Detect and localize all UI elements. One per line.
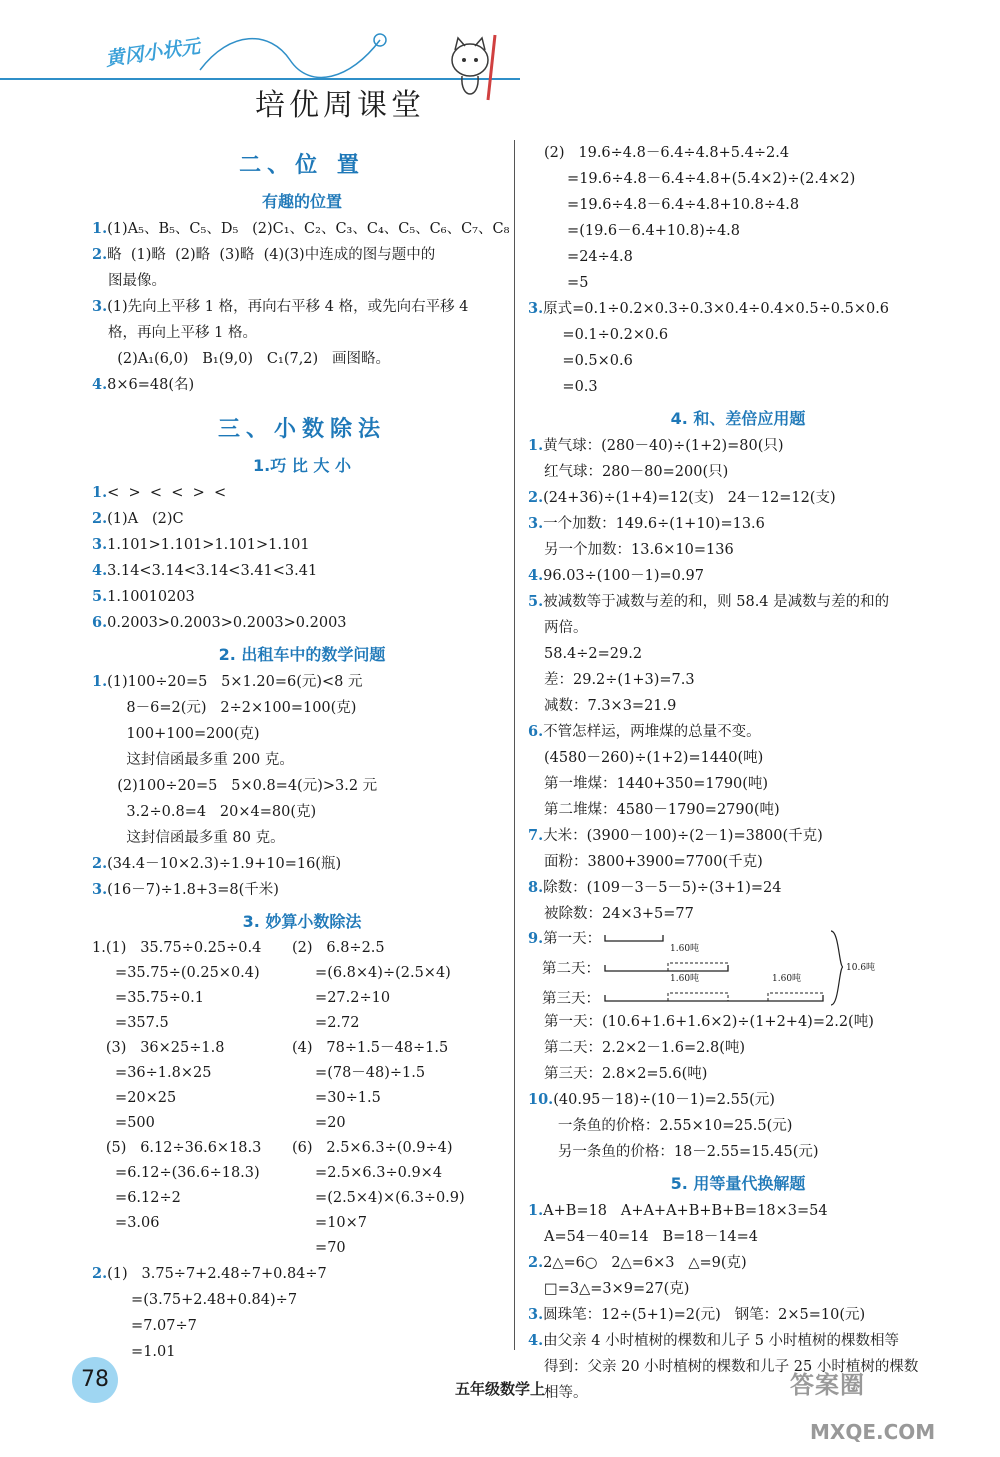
- question-number: 4.: [92, 562, 108, 579]
- answer-line: [528, 563, 948, 589]
- answer-text: 一个加数：149.6÷(1+10)=13.6: [543, 516, 765, 532]
- answer-row-pair: [92, 961, 512, 986]
- answer-cell: [92, 1236, 292, 1261]
- answer-text: =(19.6－6.4+10.8)÷4.8: [544, 223, 740, 239]
- answer-text: 两倍。: [544, 620, 588, 636]
- answer-line: [528, 1198, 948, 1224]
- page-number: 78: [72, 1357, 118, 1403]
- answer-text: (4580－260)÷(1+2)=1440(吨): [544, 750, 764, 766]
- diagram-label-day2: 第二天：: [542, 961, 600, 977]
- left-column: [92, 140, 512, 1365]
- answer-list-sum-difference: [528, 433, 948, 927]
- answer-text: =0.3: [544, 379, 598, 395]
- answer-line: [92, 558, 512, 584]
- answer-line: [528, 719, 948, 745]
- answer-cell: (5) 6.12÷36.6×18.3: [92, 1140, 262, 1156]
- answer-row-pair: [92, 1086, 512, 1111]
- answer-cell: =3.06: [92, 1215, 160, 1231]
- answer-cell: =20×25: [92, 1090, 177, 1106]
- answer-text: 第一天：(10.6+1.6+1.6×2)÷(1+2+4)=2.2(吨): [544, 1014, 874, 1030]
- answer-text: 原式=0.1÷0.2×0.3÷0.3×0.4÷0.4×0.5÷0.5×0.6: [543, 301, 890, 317]
- answer-line: [528, 511, 948, 537]
- answer-cell: (2) 6.8÷2.5: [292, 940, 385, 956]
- answer-text: =19.6÷4.8－6.4÷4.8+(5.4×2)÷(2.4×2): [544, 171, 856, 187]
- answer-text: (2) 19.6÷4.8－6.4÷4.8+5.4÷2.4: [544, 145, 790, 161]
- answer-line: [528, 140, 948, 166]
- answer-text: 减数：7.3×3=21.9: [544, 698, 677, 714]
- answer-text: A=54－40=14 B=18－14=4: [544, 1229, 759, 1245]
- answer-text: =1.01: [108, 1344, 176, 1360]
- footer-grade-label: 五年级数学上: [454, 1380, 545, 1398]
- answer-text: 8－6=2(元) 2÷2×100=100(克): [108, 700, 357, 716]
- question-number: 1.: [92, 220, 108, 237]
- answer-text: 得到：父亲 20 小时植树的棵数和儿子 25 小时植树的棵数: [544, 1359, 919, 1375]
- answer-row-pair: [92, 1111, 512, 1136]
- answer-line: [92, 1261, 512, 1287]
- answer-text: (2)A₁(6,0) B₁(9,0) C₁(7,2) 画图略。: [108, 351, 391, 367]
- question-number: 3.: [528, 515, 544, 532]
- answer-text: (2)100÷20=5 5×0.8=4(元)>3.2 元: [108, 778, 378, 794]
- answer-cell: =6.12÷(36.6÷18.3): [92, 1165, 260, 1181]
- answer-text: 大米：(3900－100)÷(2－1)=3800(千克): [543, 828, 823, 844]
- answer-text: (1)A (2)C: [107, 511, 184, 527]
- answer-text: 第一堆煤：1440+350=1790(吨): [544, 776, 769, 792]
- answer-text: 面粉：3800+3900=7700(千克): [544, 854, 763, 870]
- answer-cell: =(78－48)÷1.5: [292, 1065, 426, 1081]
- question-number: 3.: [92, 298, 108, 315]
- answer-text: (16－7)÷1.8+3=8(千米): [107, 882, 279, 898]
- question-number: 6.: [528, 723, 544, 740]
- answer-list-position: [92, 216, 512, 398]
- answer-line: [528, 1009, 948, 1035]
- answer-line: [92, 584, 512, 610]
- answer-line: [528, 1276, 948, 1302]
- question-number: 3.: [92, 536, 108, 553]
- answer-text: 由父亲 4 小时植树的棵数和儿子 5 小时植树的棵数相等: [543, 1333, 900, 1349]
- answer-line: [528, 641, 948, 667]
- answer-text: 格，再向上平移 1 格。: [108, 325, 257, 341]
- question-number: 10.: [528, 1091, 554, 1108]
- question-number: 2.: [92, 1265, 108, 1282]
- answer-row-pair: [92, 1161, 512, 1186]
- answer-cell: =(6.8×4)÷(2.5×4): [292, 965, 451, 981]
- question-number: 1.: [92, 484, 108, 501]
- answer-cell: =500: [92, 1115, 155, 1131]
- answer-line: [92, 242, 512, 268]
- answer-line: [92, 532, 512, 558]
- answer-line: [528, 745, 948, 771]
- answer-line: [528, 615, 948, 641]
- answer-cell: =6.12÷2: [92, 1190, 181, 1206]
- question-number: 3.: [92, 881, 108, 898]
- subtitle-clever-division: 3. 妙算小数除法: [242, 912, 362, 931]
- answer-text: (24+36)÷(1+4)=12(支) 24－12=12(支): [543, 490, 836, 506]
- question-number: 2.: [92, 855, 108, 872]
- answer-line: [92, 346, 512, 372]
- answer-text: 第二堆煤：4580－1790=2790(吨): [544, 802, 780, 818]
- cat-mascot-icon: [440, 30, 510, 110]
- answer-line: [528, 875, 948, 901]
- answer-cell: (6) 2.5×6.3÷(0.9÷4): [292, 1140, 453, 1156]
- section-title-position: 二、位 置: [239, 153, 365, 178]
- answer-text: =24÷4.8: [544, 249, 633, 265]
- answer-text: =0.5×0.6: [544, 353, 633, 369]
- answer-text: 被减数等于减数与差的和，则 58.4 是减数与差的和的: [543, 594, 890, 610]
- answer-cell: =36÷1.8×25: [92, 1065, 212, 1081]
- answer-cell: =27.2÷10: [292, 990, 391, 1006]
- question-number: 5.: [92, 588, 108, 605]
- diagram-label-day3: 第三天：: [542, 991, 600, 1007]
- answer-cell: =35.75÷(0.25×0.4): [92, 965, 260, 981]
- question-number: 3.: [528, 300, 544, 317]
- answer-line: [92, 851, 512, 877]
- page-title: 培优周课堂: [255, 88, 425, 123]
- answer-line: [528, 166, 948, 192]
- answer-cell: =2.72: [292, 1015, 360, 1031]
- question-number: 2.: [92, 246, 108, 263]
- answer-text: 96.03÷(100－1)=0.97: [543, 568, 704, 584]
- question-number: 1.: [528, 1202, 544, 1219]
- diagram-label-n9: 9.第一天：: [528, 930, 602, 947]
- answer-row-pair: [92, 936, 512, 961]
- answer-text: =(3.75+2.48+0.84)÷7: [108, 1292, 298, 1308]
- answer-cell: =35.75÷0.1: [92, 990, 204, 1006]
- diagram-bars: [603, 927, 853, 1009]
- answer-line: [92, 610, 512, 636]
- answer-line: [528, 1061, 948, 1087]
- answer-line: [92, 825, 512, 851]
- answer-cell: =30÷1.5: [292, 1090, 381, 1106]
- answer-line: [528, 374, 948, 400]
- answer-text: (1)100÷20=5 5×1.20=6(元)<8 元: [107, 674, 363, 690]
- question-number: 4.: [528, 567, 544, 584]
- answer-line: [92, 695, 512, 721]
- answer-line: [92, 1313, 512, 1339]
- coal-diagram: [528, 927, 948, 1009]
- diagram-mark-3: 1.60吨: [772, 974, 802, 984]
- answer-line: [92, 294, 512, 320]
- answer-text: 相等。: [544, 1385, 588, 1401]
- answer-line: [528, 771, 948, 797]
- answer-line: [92, 1287, 512, 1313]
- answer-line: [92, 773, 512, 799]
- answer-list-compare: [92, 480, 512, 636]
- answer-text: 除数：(109－3－5－5)÷(3+1)=24: [543, 880, 782, 896]
- answer-text: (1)先向上平移 1 格，再向右平移 4 格，或先向右平移 4: [107, 299, 469, 315]
- question-number: 7.: [528, 827, 544, 844]
- question-number: 2.: [528, 489, 544, 506]
- answer-line: [528, 1087, 948, 1113]
- answer-cell: =20: [292, 1115, 346, 1131]
- question-number: 6.: [92, 614, 108, 631]
- answer-text: 2△=6○ 2△=6×3 △=9(克): [543, 1255, 747, 1271]
- question-number: 8.: [528, 879, 544, 896]
- column-divider: [514, 140, 515, 1350]
- subtitle-taxi: 2. 出租车中的数学问题: [218, 645, 386, 664]
- answer-line: [528, 270, 948, 296]
- answer-row-pair: [92, 1011, 512, 1036]
- answer-list-coal: [528, 1009, 948, 1165]
- answer-line: [528, 797, 948, 823]
- page-header: [0, 0, 1000, 135]
- answer-text: 黄气球：(280－40)÷(1+2)=80(只): [543, 438, 784, 454]
- answer-text: 差：29.2÷(1+3)=7.3: [544, 672, 695, 688]
- answer-cell: =(2.5×4)×(6.3÷0.9): [292, 1190, 465, 1206]
- answer-line: [92, 480, 512, 506]
- answer-row-pair: [92, 1136, 512, 1161]
- subtitle-sum-difference: 4. 和、差倍应用题: [670, 409, 806, 428]
- diagram-mark-1: 1.60吨: [670, 944, 700, 954]
- question-number: 2.: [528, 1254, 544, 1271]
- answer-text: 圆珠笔：12÷(5+1)=2(元) 钢笔：2×5=10(元): [543, 1307, 866, 1323]
- answer-text: =7.07÷7: [108, 1318, 197, 1334]
- answer-line: [528, 1328, 948, 1354]
- answer-cell: =70: [292, 1240, 346, 1256]
- answer-text: 1.101>1.101>1.101>1.101: [107, 537, 310, 553]
- answer-text: 3.2÷0.8=4 20×4=80(克): [108, 804, 317, 820]
- question-number: 4.: [92, 376, 108, 393]
- subtitle-compare: 1.巧 比 大 小: [253, 456, 351, 475]
- answer-row-pair: [92, 1186, 512, 1211]
- watermark-logo: 答案圈: [790, 1371, 865, 1399]
- answer-text: 100+100=200(克): [108, 726, 260, 742]
- answer-row-pair: [92, 986, 512, 1011]
- subtitle-substitution: 5. 用等量代换解题: [670, 1174, 806, 1193]
- answer-line: [92, 721, 512, 747]
- answer-text: 另一个加数：13.6×10=136: [544, 542, 734, 558]
- answer-line: [92, 372, 512, 398]
- answer-text: 图最像。: [108, 273, 166, 289]
- answer-line: [528, 296, 948, 322]
- answer-cell: =10×7: [292, 1215, 368, 1231]
- answer-row-pair: [92, 1236, 512, 1261]
- answer-text: 另一条鱼的价格：18－2.55=15.45(元): [544, 1144, 819, 1160]
- question-number: 2.: [92, 510, 108, 527]
- answer-text: (1)A₅、B₅、C₅、D₅ (2)C₁、C₂、C₃、C₄、C₅、C₆、C₇、C₈: [107, 221, 510, 237]
- answer-text: 一条鱼的价格：2.55×10=25.5(元): [544, 1118, 793, 1134]
- answer-line: [528, 433, 948, 459]
- answer-row-pair: [92, 1036, 512, 1061]
- answer-line: [528, 1139, 948, 1165]
- diagram-total: 10.6吨: [846, 963, 876, 973]
- answer-line: [92, 216, 512, 242]
- answer-line: [528, 1302, 948, 1328]
- answer-text: 1.10010203: [107, 589, 195, 605]
- right-column: [528, 140, 948, 1406]
- answer-line: [528, 1354, 948, 1380]
- answer-text: (1) 3.75÷7+2.48÷7+0.84÷7: [107, 1266, 327, 1282]
- answer-text: =19.6÷4.8－6.4÷4.8+10.8÷4.8: [544, 197, 800, 213]
- answer-grid-clever-division: [92, 936, 512, 1261]
- answer-line: [528, 348, 948, 374]
- answer-list-clever-division-tail: [92, 1261, 512, 1365]
- answer-text: 不管怎样运，两堆煤的总量不变。: [543, 724, 761, 740]
- answer-text: (40.95－18)÷(10－1)=2.55(元): [553, 1092, 775, 1108]
- answer-text: (34.4－10×2.3)÷1.9+10=16(瓶): [107, 856, 342, 872]
- answer-line: [528, 459, 948, 485]
- subtitle-interesting-position: 有趣的位置: [261, 192, 342, 211]
- answer-list-taxi: [92, 669, 512, 903]
- answer-line: [528, 192, 948, 218]
- question-number: 5.: [528, 593, 544, 610]
- answer-line: [528, 1224, 948, 1250]
- answer-text: 这封信函最多重 80 克。: [108, 830, 285, 846]
- answer-line: [528, 1113, 948, 1139]
- answer-text: 红气球：280－80=200(只): [544, 464, 729, 480]
- question-number: 3.: [528, 1306, 544, 1323]
- answer-text: =0.1÷0.2×0.6: [544, 327, 669, 343]
- answer-cell: (4) 78÷1.5－48÷1.5: [292, 1040, 449, 1056]
- answer-line: [528, 589, 948, 615]
- answer-line: [528, 537, 948, 563]
- swirl-decoration-icon: [190, 20, 450, 80]
- answer-line: [92, 799, 512, 825]
- answer-row-pair: [92, 1211, 512, 1236]
- question-number: 4.: [528, 1332, 544, 1349]
- answer-line: [528, 667, 948, 693]
- answer-text: A+B=18 A+A+A+B+B+B=18×3=54: [543, 1203, 828, 1219]
- answer-text: 3.14<3.14<3.14<3.41<3.41: [107, 563, 318, 579]
- answer-text: 第二天：2.2×2－1.6=2.8(吨): [544, 1040, 746, 1056]
- answer-cell: =357.5: [92, 1015, 169, 1031]
- watermark-url: MXQE.COM: [810, 1420, 936, 1444]
- answer-line: [92, 1339, 512, 1365]
- answer-line: [528, 901, 948, 927]
- answer-cell: (3) 36×25÷1.8: [92, 1040, 225, 1056]
- diagram-mark-2: 1.60吨: [670, 974, 700, 984]
- answer-list-continued: [528, 140, 948, 400]
- answer-line: [528, 322, 948, 348]
- answer-text: 58.4÷2=29.2: [544, 646, 643, 662]
- answer-line: [528, 1035, 948, 1061]
- answer-line: [528, 1250, 948, 1276]
- answer-line: [528, 244, 948, 270]
- brand-logo-text: 黄冈小状元: [104, 35, 202, 71]
- answer-line: [92, 320, 512, 346]
- answer-text: < > < < > <: [107, 485, 227, 501]
- answer-text: 第三天：2.8×2=5.6(吨): [544, 1066, 708, 1082]
- answer-line: [528, 823, 948, 849]
- answer-line: [92, 747, 512, 773]
- answer-cell: =2.5×6.3÷0.9×4: [292, 1165, 443, 1181]
- answer-line: [92, 268, 512, 294]
- answer-line: [528, 485, 948, 511]
- answer-line: [528, 849, 948, 875]
- answer-text: 这封信函最多重 200 克。: [108, 752, 294, 768]
- answer-line: [92, 877, 512, 903]
- answer-list-substitution: [528, 1198, 948, 1406]
- answer-cell: 1.(1) 35.75÷0.25÷0.4: [92, 940, 262, 956]
- answer-line: [92, 506, 512, 532]
- answer-text: =5: [544, 275, 589, 291]
- section-title-decimal-division: 三、小数除法: [217, 417, 386, 442]
- answer-text: 0.2003>0.2003>0.2003>0.2003: [107, 615, 347, 631]
- answer-text: 被除数：24×3+5=77: [544, 906, 694, 922]
- question-number: 1.: [528, 437, 544, 454]
- answer-text: 8×6=48(名): [107, 377, 195, 393]
- answer-text: □=3△=3×9=27(克): [544, 1281, 690, 1297]
- answer-line: [92, 669, 512, 695]
- answer-row-pair: [92, 1061, 512, 1086]
- answer-line: [528, 693, 948, 719]
- answer-line: [528, 218, 948, 244]
- answer-text: 略 (1)略 (2)略 (3)略 (4)(3)中连成的图与题中的: [107, 247, 436, 263]
- question-number: 1.: [92, 673, 108, 690]
